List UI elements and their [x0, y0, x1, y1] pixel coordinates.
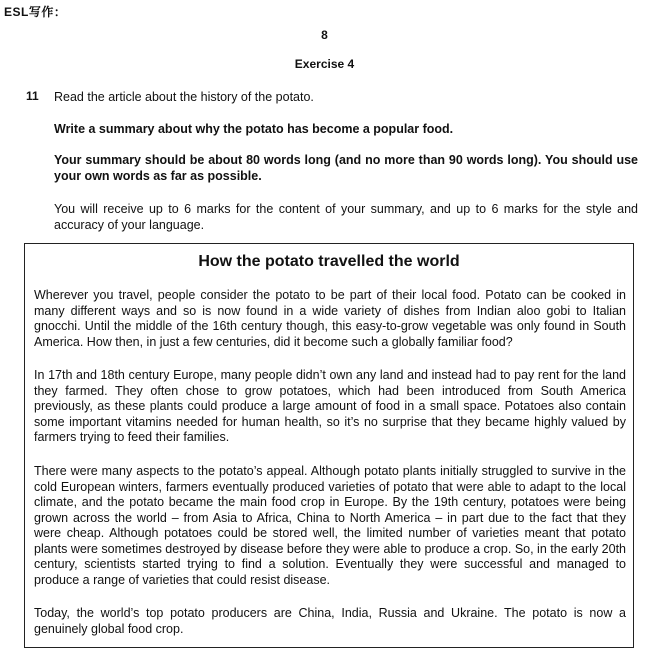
article-paragraph-4: Today, the world’s top potato producers are China, India, Russia and Ukraine. The potato is now a genuinely global food crop. [34, 606, 626, 636]
article-box [24, 243, 634, 648]
question-length-instruction: Your summary should be about 80 words long (and no more than 90 words long). You should use your own words as far as possible. [54, 153, 638, 183]
article-paragraph-1: Wherever you travel, people consider the potato to be part of their local food. Potato can be cooked in many different ways and so is now found in a wide variety of dishes from Indian aloo gobi to Italian gnocchi. Until the middle of the 16th century though, this easy-to-grow vegetable was only found in South America. How then, in just a few centuries, did it become such a globally familiar food? [34, 288, 626, 349]
article-title: How the potato travelled the world [198, 253, 460, 270]
question-intro: Read the article about the history of the potato. [54, 90, 314, 104]
article-paragraph-3: There were many aspects to the potato’s appeal. Although potato plants initially struggled to survive in the cold European winters, farmers eventually produced varieties of potato that were able to adapt to the local climate, and the potato became the main food crop in Europe. By the 19th century, potatoes were being grown across the world – from Asia to Africa, China to North America – in part due to the fact that they were cheap. Although potatoes could be stored well, the limited number of varieties meant that potato plants were sometimes destroyed by disease before they were able to produce a crop. So, in the early 20th century, scientists started trying to find a solution. Eventually they were successful and managed to produce a range of varieties that could resist disease. [34, 464, 626, 587]
question-task: Write a summary about why the potato has become a popular food. [54, 122, 454, 136]
question-number: 11 [26, 89, 39, 103]
header-label: ESL写作： [4, 5, 67, 19]
exercise-title: Exercise 4 [294, 57, 355, 71]
page-number: 8 [321, 28, 328, 42]
article-paragraph-2: In 17th and 18th century Europe, many people didn’t own any land and instead had to pay rent for the land they farmed. They often chose to grow potatoes, which had been introduced from South America previously, as these plants could produce a large amount of food in a small space. Potatoes also contain some important vitamins needed for human health, so it’s no surprise that they became highly valued by farmers trying to feed their families. [34, 368, 626, 444]
question-marks-info: You will receive up to 6 marks for the content of your summary, and up to 6 marks for the style and accuracy of your language. [54, 202, 638, 232]
